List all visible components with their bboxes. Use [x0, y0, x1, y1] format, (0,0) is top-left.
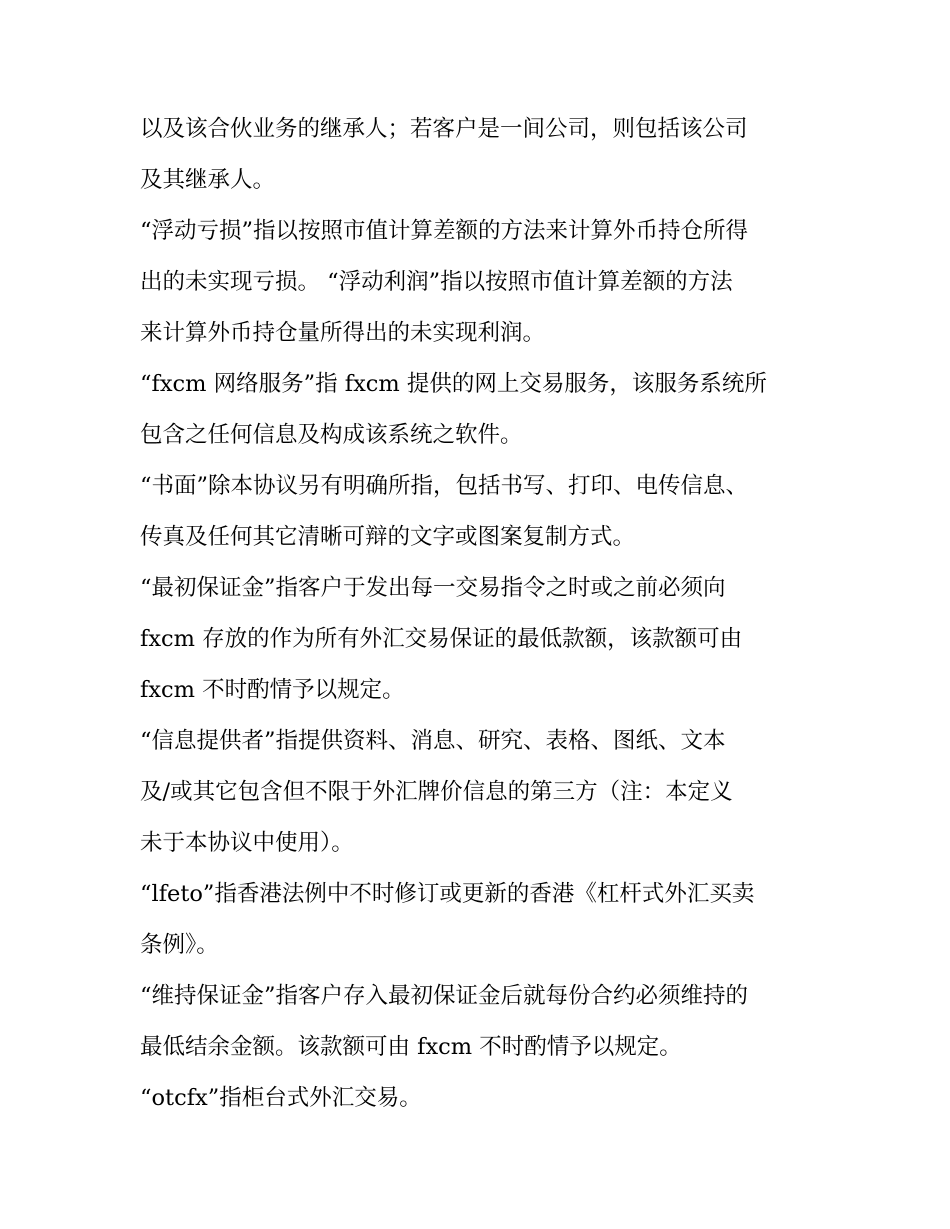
- text-line: “书面”除本协议另有明确所指，包括书写、打印、电传信息、: [140, 473, 749, 499]
- paragraph-otcfx: [140, 1073, 810, 1124]
- text-line: 及/或其它包含但不限于外汇牌价信息的第三方（注：本定义: [140, 779, 733, 805]
- paragraph-information-provider: [140, 716, 810, 869]
- text-line: 来计算外币持仓量所得出的未实现利润。: [140, 320, 546, 346]
- text-line: 条例》。: [140, 932, 219, 958]
- text-line: 包含之任何信息及构成该系统之软件。: [140, 422, 523, 448]
- text-line: “维持保证金”指客户存入最初保证金后就每份合约必须维持的: [140, 983, 749, 1009]
- text-line: fxcm 不时酌情予以规定。: [140, 677, 405, 703]
- document-page: [140, 104, 810, 1124]
- paragraph-initial-margin: [140, 563, 810, 716]
- text-line: fxcm 存放的作为所有外汇交易保证的最低款额，该款额可由: [140, 626, 743, 652]
- paragraph-fxcm-online-service: [140, 359, 810, 461]
- text-line: “最初保证金”指客户于发出每一交易指令之时或之前必须向: [140, 575, 726, 601]
- paragraph-written: [140, 461, 810, 563]
- paragraph-successor: [140, 104, 810, 206]
- text-line: 出的未实现亏损。 “浮动利润”指以按照市值计算差额的方法: [140, 269, 733, 295]
- text-line: 及其继承人。: [140, 167, 276, 193]
- text-line: 最低结余金额。该款额可由 fxcm 不时酌情予以规定。: [140, 1034, 682, 1060]
- paragraph-lfeto: [140, 869, 810, 971]
- text-line: “fxcm 网络服务”指 fxcm 提供的网上交易服务，该服务系统所: [140, 371, 767, 397]
- text-line: 以及该合伙业务的继承人；若客户是一间公司，则包括该公司: [140, 116, 748, 142]
- paragraph-floating-loss: [140, 206, 810, 359]
- text-line: “浮动亏损”指以按照市值计算差额的方法来计算外币持仓所得: [140, 218, 749, 244]
- text-line: “lfeto”指香港法例中不时修订或更新的香港《杠杆式外汇买卖: [140, 881, 755, 907]
- text-line: 未于本协议中使用）。: [140, 830, 354, 856]
- paragraph-maintenance-margin: [140, 971, 810, 1073]
- text-line: “otcfx”指柜台式外汇交易。: [140, 1085, 422, 1111]
- text-line: 传真及任何其它清晰可辩的文字或图案复制方式。: [140, 524, 636, 550]
- text-line: “信息提供者”指提供资料、消息、研究、表格、图纸、文本: [140, 728, 726, 754]
